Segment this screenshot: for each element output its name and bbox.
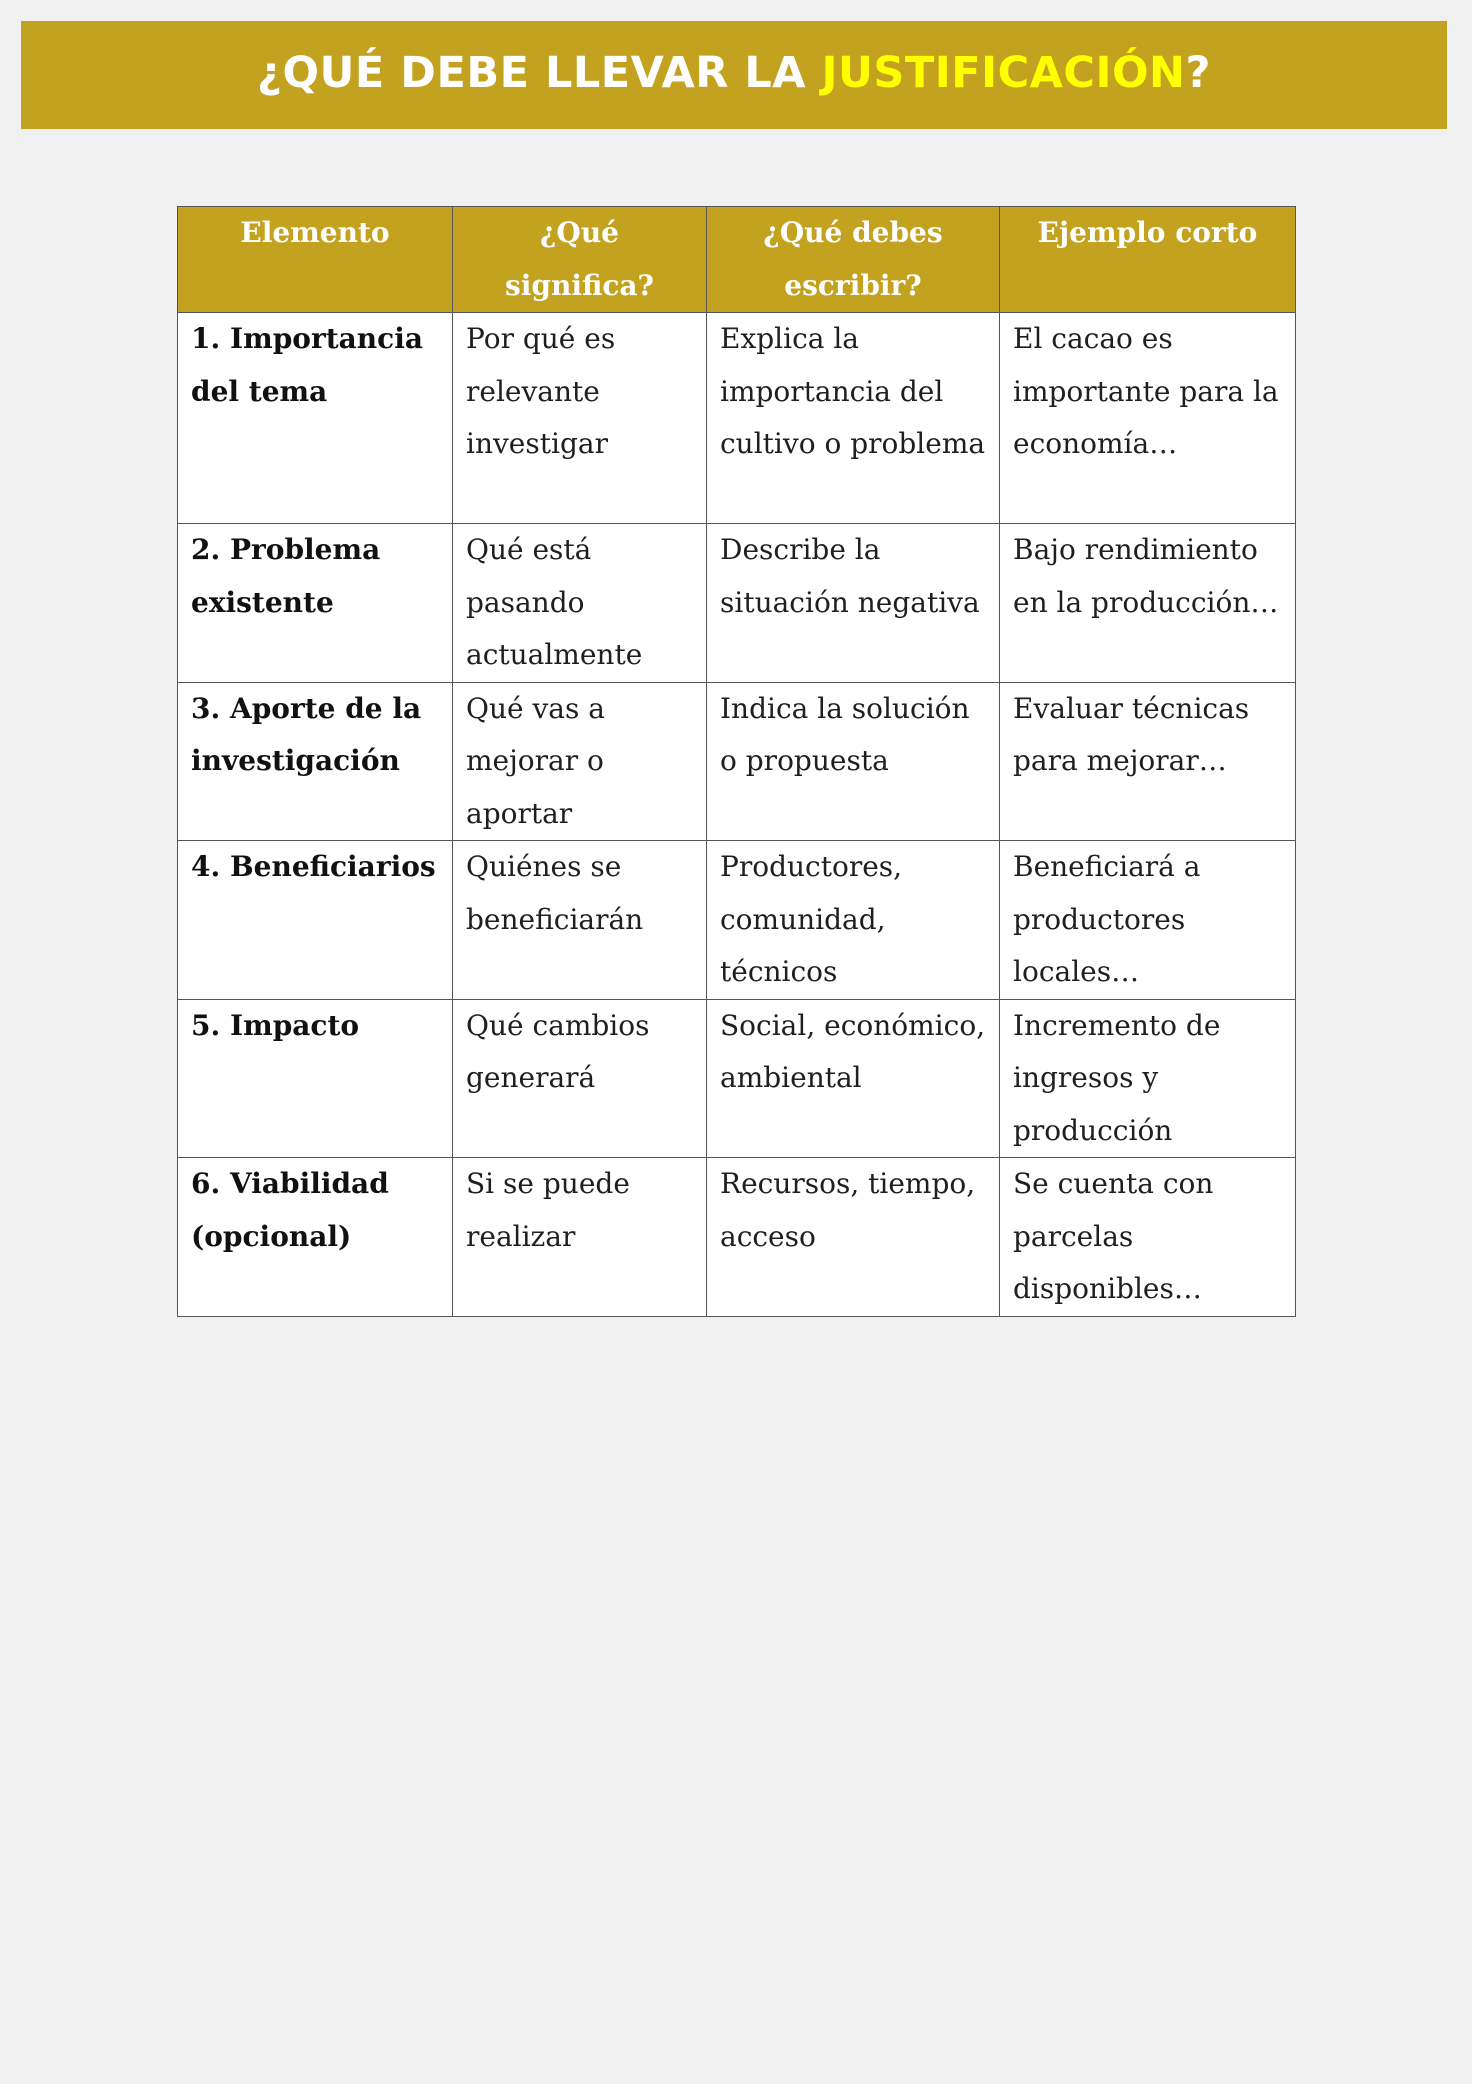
cell-elemento: 5. Impacto [178, 999, 453, 1158]
cell-ejemplo: Evaluar técnicas para mejorar… [1000, 682, 1296, 841]
cell-escribir: Social, económico, ambiental [707, 999, 1000, 1158]
cell-elemento: 1. Importancia del tema [178, 313, 453, 524]
table-header-row [178, 207, 1296, 313]
table-row [178, 999, 1296, 1158]
cell-ejemplo: Bajo rendimiento en la producción… [1000, 524, 1296, 683]
cell-escribir: Recursos, tiempo, acceso [707, 1158, 1000, 1317]
cell-ejemplo: El cacao es importante para la economía… [1000, 313, 1296, 524]
cell-ejemplo: Beneficiará a productores locales… [1000, 841, 1296, 1000]
cell-significa: Qué vas a mejorar o aportar [453, 682, 707, 841]
table-row [178, 313, 1296, 524]
cell-significa: Por qué es relevante investigar [453, 313, 707, 524]
cell-significa: Quiénes se beneficiarán [453, 841, 707, 1000]
cell-significa: Qué cambios generará [453, 999, 707, 1158]
cell-significa: Qué está pasando actualmente [453, 524, 707, 683]
cell-elemento: 4. Beneficiarios [178, 841, 453, 1000]
table-row [178, 841, 1296, 1000]
title-banner [21, 21, 1447, 129]
table-row [178, 682, 1296, 841]
cell-escribir: Indica la solución o propuesta [707, 682, 1000, 841]
justification-table [177, 206, 1296, 1317]
cell-elemento: 6. Viabilidad (opcional) [178, 1158, 453, 1317]
header-que-significa: ¿Qué significa? [453, 207, 707, 313]
page-title [257, 48, 1211, 98]
cell-escribir: Describe la situación negativa [707, 524, 1000, 683]
cell-ejemplo: Se cuenta con parcelas disponibles… [1000, 1158, 1296, 1317]
page-title-highlight: JUSTIFICACIÓN [821, 48, 1186, 98]
cell-ejemplo: Incremento de ingresos y producción [1000, 999, 1296, 1158]
cell-elemento: 2. Problema existente [178, 524, 453, 683]
header-que-debes-escribir: ¿Qué debes escribir? [707, 207, 1000, 313]
cell-escribir: Productores, comunidad, técnicos [707, 841, 1000, 1000]
cell-significa: Si se puede realizar [453, 1158, 707, 1317]
cell-elemento: 3. Aporte de la investigación [178, 682, 453, 841]
header-elemento: Elemento [178, 207, 453, 313]
table-row [178, 1158, 1296, 1317]
cell-escribir: Explica la importancia del cultivo o problema [707, 313, 1000, 524]
table-row [178, 524, 1296, 683]
page-title-suffix: ? [1185, 48, 1211, 98]
page-title-prefix: ¿QUÉ DEBE LLEVAR LA [257, 48, 822, 98]
header-ejemplo-corto: Ejemplo corto [1000, 207, 1296, 313]
